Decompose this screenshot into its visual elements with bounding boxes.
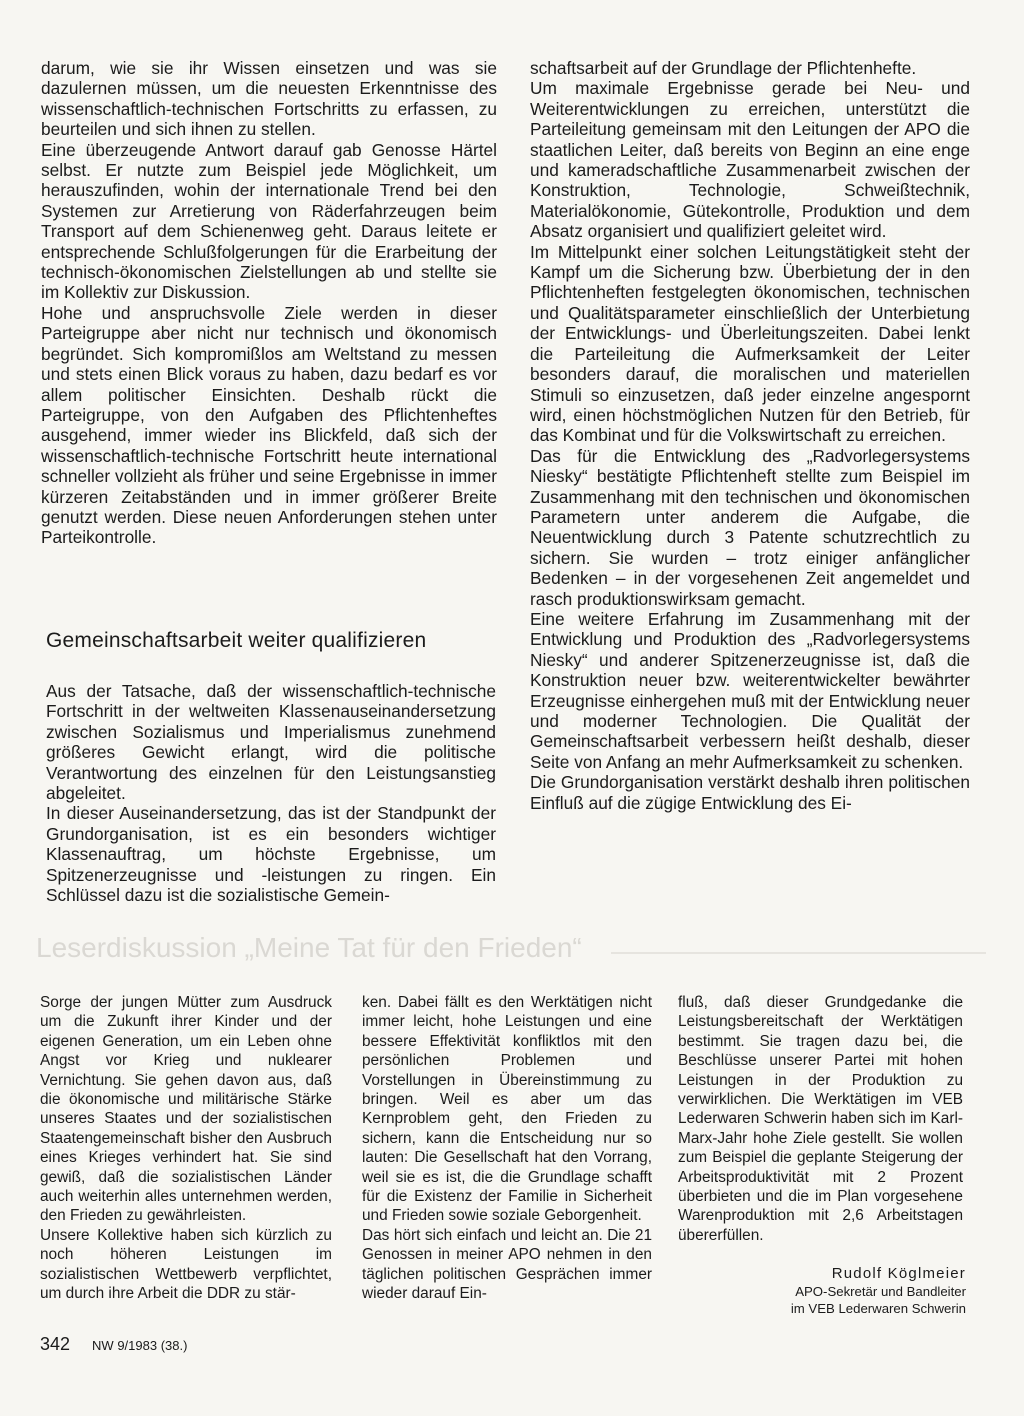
paragraph: ken. Dabei fällt es den Werktätigen nicht immer leicht, hohe Leistungen und eine bessere Effektivität konfliktlos mit den persönlichen Problemen und Vorstellungen in Übereinstimmung zu bringen. Weil es aber um das Kernproblem geht, den Frieden zu sichern, kann die Entscheidung nur so lauten: Die Gesellschaft hat den Vorrang, weil sie es ist, die die Grundlage schafft für die Existenz der Familie in Sicherheit und Frieden sowie soziale Geborgenheit. bbox=[362, 994, 652, 1225]
article-column-right bbox=[530, 58, 970, 813]
paragraph: Die Grundorganisation verstärkt deshalb ihren politischen Einfluß auf die zügige Entwicklung des Ei- bbox=[530, 772, 970, 813]
discussion-column-2 bbox=[362, 993, 652, 1304]
page-number: 342 bbox=[40, 1334, 71, 1354]
author-signature bbox=[646, 1264, 966, 1317]
banner-title: Leserdiskussion „Meine Tat für den Frieden“ bbox=[36, 932, 582, 963]
paragraph: Im Mittelpunkt einer solchen Leitungstätigkeit steht der Kampf um die Sicherung bzw. Überbietung der in den Pflichtenheften festgelegten ökonomischen, technischen und Qualitätsparameter einschließlich der Unterbietung der Entwicklungs- und Überleitungszeiten. Dabei lenkt die Parteileitung die Aufmerksamkeit der Leiter besonders darauf, die moralischen und materiellen Stimuli so einzusetzen, daß jeder einzelne angespornt wird, einen höchstmöglichen Nutzen für den Betrieb, für das Kombinat und für die Volkswirtschaft zu erreichen. bbox=[530, 241, 970, 446]
author-role: im VEB Lederwaren Schwerin bbox=[790, 1301, 966, 1316]
paragraph: Das für die Entwicklung des „Radvorlegersystems Niesky“ bestätigte Pflichtenheft stellte zum Beispiel im Zusammenhang mit den technischen und ökonomischen Parametern unter anderem die Aufgabe, die Neuentwicklung durch 3 Patente schutzrechtlich zu sichern. Sie wurden – trotz einiger anfänglicher Bedenken – in der vorgesehenen Zeit angemeldet und rasch produktionswirksam gemacht. bbox=[530, 445, 970, 609]
paragraph: Eine weitere Erfahrung im Zusammenhang mit der Entwicklung und Produktion des „Radvorlegersystems Niesky“ und anderer Spitzenerzeugnisse ist, daß die Konstruktion neuer bzw. weiterentwickelter bewährter Erzeugnisse einhergehen muß mit der Entwicklung neuer und moderner Technologien. Die Qualität der Gemeinschaftsarbeit verbessern heißt deshalb, dieser Seite von Anfang an mehr Aufmerksamkeit zu schenken. bbox=[530, 608, 970, 772]
paragraph: In dieser Auseinandersetzung, das ist der Standpunkt der Grundorganisation, ist es ein besonders wichtiger Klassenauftrag, um höchste Ergebnisse, um Spitzenerzeugnisse und -leistungen zu ringen. Ein Schlüssel dazu ist die sozialistische Gemein- bbox=[46, 803, 496, 906]
discussion-column-1 bbox=[40, 993, 332, 1304]
author-role: APO-Sekretär und Bandleiter bbox=[795, 1284, 966, 1299]
paragraph: Aus der Tatsache, daß der wissenschaftlich-technische Fortschritt in der weltweiten Klassenauseinandersetzung zwischen Sozialismus und Imperialismus zunehmend größeres Gewicht erlangt, wird die politische Verantwortung des einzelnen für den Leistungsanstieg abgeleitet. bbox=[46, 681, 496, 804]
paragraph: Das hört sich einfach und leicht an. Die 21 Genossen in meiner APO nehmen in den täglichen politischen Gesprächen immer wieder darauf Ein- bbox=[362, 1226, 652, 1303]
paragraph: darum, wie sie ihr Wissen einsetzen und was sie dazulernen müssen, um die neuesten Erkenntnisse des wissenschaftlich-technischen Fortschritts zu erfassen, zu beurteilen und sich ihnen zu stellen. bbox=[41, 58, 497, 140]
issue-label: NW 9/1983 (38.) bbox=[92, 1338, 188, 1353]
section-heading: Gemeinschaftsarbeit weiter qualifizieren bbox=[46, 629, 427, 652]
paragraph: Um maximale Ergebnisse gerade bei Neu- und Weiterentwicklungen zu erreichen, unterstützt die Parteileitung gemeinsam mit den Leitungen der APO die staatlichen Leiter, daß bereits von Beginn an eine enge und kameradschaftliche Zusammenarbeit zwischen der Konstruktion, Technologie, Schweißtechnik, Materialökonomie, Gütekontrolle, Produktion und dem Absatz organisiert und qualifiziert geleitet wird. bbox=[530, 78, 970, 242]
paragraph: Eine überzeugende Antwort darauf gab Genosse Härtel selbst. Er nutzte zum Beispiel jede Möglichkeit, um herauszufinden, wohin der internationale Trend bei den Systemen zur Arretierung von Räderfahrzeugen beim Transport auf dem Schienenweg geht. Daraus leitete er entsprechende Schlußfolgerungen für die Erarbeitung der technisch-ökonomischen Zielstellungen ab und stellte sie im Kollektiv zur Diskussion. bbox=[41, 139, 497, 303]
article-column-left-bottom bbox=[46, 681, 496, 905]
paragraph: fluß, daß dieser Grundgedanke die Leistungsbereitschaft der Werktätigen bestimmt. Sie tragen dazu bei, die Beschlüsse unserer Partei mit hohen Leistungen in der Produktion zu verwirklichen. Die Werktätigen im VEB Lederwaren Schwerin haben sich im Karl-Marx-Jahr hohe Ziele gestellt. Sie wollen zum Beispiel die geplante Steigerung der Arbeitsproduktivität mit 2 Prozent überbieten und die im Plan vorgesehene Warenproduktion mit 2,6 Arbeitstagen übererfüllen. bbox=[678, 994, 963, 1244]
page-footer bbox=[40, 1334, 187, 1355]
section-banner bbox=[36, 930, 986, 966]
paragraph: Sorge der jungen Mütter zum Ausdruck um die Zukunft ihrer Kinder und der eigenen Generation, um ein Leben ohne Angst vor Krieg und nuklearer Vernichtung. Sie gehen davon aus, daß die ökonomische und militärische Stärke unseres Staates und der sozialistischen Staatengemeinschaft bisher den Ausbruch eines Krieges verhindert hat. Sie sind gewiß, daß die sozialistischen Länder auch weiterhin alles unternehmen werden, den Frieden zu gewährleisten. bbox=[40, 994, 332, 1225]
paragraph: schaftsarbeit auf der Grundlage der Pflichtenhefte. bbox=[530, 58, 917, 78]
paragraph: Hohe und anspruchsvolle Ziele werden in dieser Parteigruppe aber nicht nur technisch und ökonomisch begründet. Sich kompromißlos am Weltstand zu messen und stets einen Blick voraus zu haben, dazu bedarf es vor allem politischer Einsichten. Deshalb rückt die Parteigruppe, von den Aufgaben des Pflichtenheftes ausgehend, immer wieder ins Blickfeld, daß sich der wissenschaftlich-technische Fortschritt heute international schneller vollzieht als früher und seine Ergebnisse in immer kürzeren Zeitabständen und in immer größerer Breite genutzt werden. Diese neuen Anforderungen stehen unter Parteikontrolle. bbox=[41, 302, 497, 548]
author-name: Rudolf Köglmeier bbox=[831, 1265, 966, 1282]
paragraph: Unsere Kollektive haben sich kürzlich zu noch höheren Leistungen im sozialistischen Wettbewerb verpflichtet, um durch ihre Arbeit die DDR zu stär- bbox=[40, 1226, 332, 1303]
article-column-left-top bbox=[41, 58, 497, 548]
banner-rule bbox=[611, 952, 986, 954]
discussion-column-3 bbox=[678, 993, 963, 1245]
